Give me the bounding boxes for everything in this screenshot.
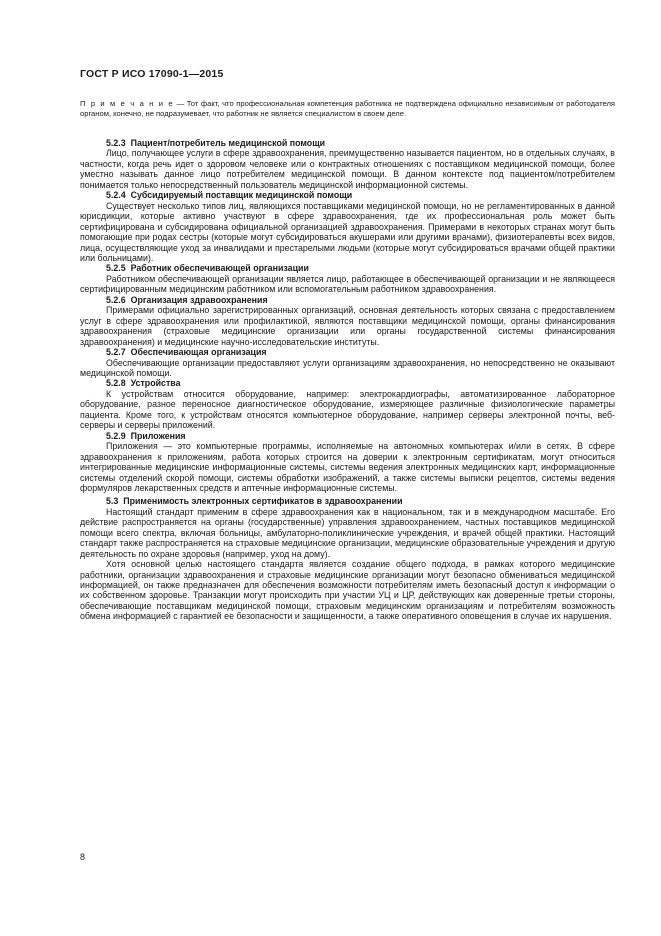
- section-number: 5.2.8: [106, 378, 126, 389]
- section-heading: [80, 496, 615, 506]
- section-title: Организация здравоохранения: [130, 294, 268, 305]
- section-heading: [80, 431, 615, 441]
- section-heading: [80, 263, 615, 273]
- section-number: 5.2.4: [106, 190, 126, 201]
- section-heading: [80, 190, 615, 200]
- section-number: 5.2.3: [106, 138, 126, 148]
- section-heading: [80, 295, 615, 305]
- note-label: П р и м е ч а н и е: [80, 99, 174, 108]
- document-body: [80, 138, 615, 622]
- section-number: 5.2.6: [106, 294, 126, 305]
- section-paragraph: Примерами официально зарегистрированных организаций, основная деятельность которых связана с предоставлением услуг в сфере здравоохранения или профилактикой, являются поставщики медицинской помощи, органы финансирования здравоохранения (страховые медицинские организации или органы государственной системы финансирования здравоохранения) и медицинские научно-исследовательские институты.: [80, 305, 615, 347]
- section-paragraph: Обеспечивающие организации предоставляют услуги организациям здравоохранения, но непосредственно не оказывают медицинской помощи.: [80, 357, 615, 378]
- section-title: Пациент/потребитель медицинской помощи: [130, 138, 326, 148]
- section-number: 5.2.7: [106, 347, 126, 358]
- section-heading: [80, 378, 615, 388]
- section-paragraph: Настоящий стандарт применим в сфере здравоохранения как в национальном, так и в международном масштабе. Его действие распространяется на органы (государственные) управления здравоохранением, частных поставщиков медицинской помощи всего спектра, включая больницы, амбулаторно-поликлинические учреждения, и врачей общей практики. Настоящий стандарт также распространяется на страховые медицинские организации, медицинские образовательные учреждения и другую деятельность по охране здоровья (например, уход на дому).: [80, 506, 615, 559]
- section-title: Применимость электронных сертификатов в здравоохранении: [123, 496, 403, 507]
- section-number: 5.3: [106, 496, 119, 507]
- section-paragraph: Существует несколько типов лиц, являющихся поставщиками медицинской помощи, но не регламентированных в данной юрисдикции, которые активно участвуют в сфере здравоохранения, где их профессиональная роль может быть сертифицирована и субсидирована официальной организацией здравоохранения. Примерами в некоторых странах могут быть помогающие при родах сестры (которые могут субсидироваться акушерами или другими врачами), физиотерапевты всех видов, лица, осуществляющие уход за инвалидами и престарелыми людьми (которые могут субсидироваться врачами общей практики или больницами).: [80, 200, 615, 263]
- note-block: [80, 99, 615, 120]
- section-title: Обеспечивающая организация: [130, 347, 267, 358]
- section-paragraph: К устройствам относится оборудование, например: электрокардиографы, автоматизированное лабораторное оборудование, разное переносное диагностическое оборудование, измеряющее различные физиологические параметры пациента. Кроме того, к устройствам относятся компьютерное оборудование, например серверы электронной почты, веб-серверы и серверы приложений.: [80, 388, 615, 431]
- section-paragraph: Хотя основной целью настоящего стандарта является создание общего подхода, в рамках которого медицинские работники, организации здравоохранения и страховые медицинские организации могут безопасно обмениваться медицинской информацией, он также предназначен для обеспечения возможности потребителям иметь безопасный доступ к информации о их собственном здоровье. Транзакции могут происходить при участии УЦ и ЦР, действующих как доверенные третьи стороны, обеспечивающие поставщикам медицинской помощи, страховым медицинским организациям и потребителям возможность обмена информацией с гарантией ее безопасности и защищенности, а также оперативного оповещения в случае их нарушения.: [80, 559, 615, 622]
- document-header: ГОСТ Р ИСО 17090-1—2015: [80, 68, 224, 80]
- section-paragraph: Приложения — это компьютерные программы, исполняемые на автономных компьютерах и/или в сетях. В сфере здравоохранения к приложениям, работа которых строится на доверии к электронным сертификатам, могут относиться интегрированные медицинские информационные системы, системы ведения электронных медицинских карт, информационные системы отделений скорой помощи, системы обработки изображений, а также системы выписки рецептов, системы ведения формуляров лекарственных средств и аптечные информационные системы.: [80, 441, 615, 493]
- section-paragraph: Лицо, получающее услуги в сфере здравоохранения, преимущественно называется пациентом, но в отдельных случаях, в частности, когда речь идет о здоровом человеке или о контрактных отношениях с поставщиком медицинской помощи, более уместно называть данное лицо потребителем медицинской помощи. В данном контексте под пациентом/потребителем понимается только непосредственный пользователь медицинской информационной системы.: [80, 148, 615, 190]
- section-title: Устройства: [130, 378, 181, 389]
- section-paragraph: Работником обеспечивающей организации является лицо, работающее в обеспечивающей организации и не являющееся сертифицированным медицинским работником или вспомогательным работником здравоохранения.: [80, 273, 615, 295]
- section-heading: [80, 347, 615, 357]
- section-title: Работник обеспечивающей организации: [130, 263, 309, 274]
- page-number: 8: [80, 852, 86, 862]
- section-title: Субсидируемый поставщик медицинской помощи: [130, 190, 353, 201]
- section-title: Приложения: [130, 430, 186, 441]
- section-number: 5.2.9: [106, 430, 126, 441]
- note-text: — Тот факт, что профессиональная компетенция работника не подтверждена официально независимым от работодателя органом, конечно, не подразумевает, что работник не является специалистом в своем деле.: [80, 99, 615, 119]
- section-heading: [80, 138, 615, 148]
- section-number: 5.2.5: [106, 263, 126, 274]
